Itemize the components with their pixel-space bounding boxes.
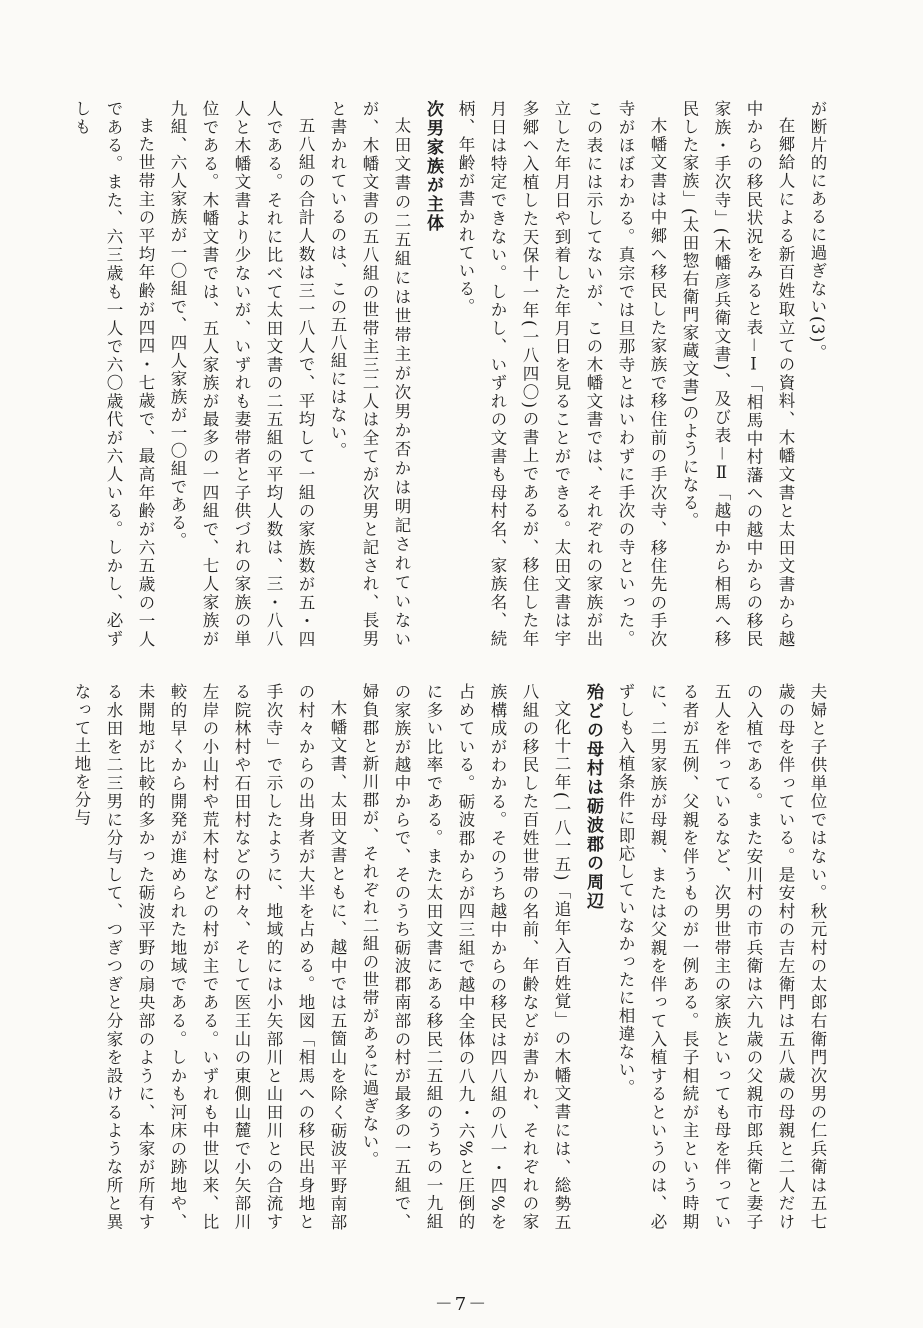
paragraph: 夫婦と子供単位ではない。秋元村の太郎右衛門次男の仁兵衛は五七歳の母を伴っている。是安村の吉左衛門は五八歳の母親と二人だけの入植である。また安川村の市兵衛は六九歳の父親市郎兵衛と妻子五人を伴っているなど、次男世帯主の家族といっても母を伴っている者が五例、父親を伴うものが一例ある。長子相続が主という時期に、二男家族が母親、または父親を伴って入植するというのは、必ずしも入植条件に即応していなかったに相違ない。: [616, 683, 827, 1231]
section-heading: 次男家族が主体: [423, 100, 443, 233]
paragraph: 木幡文書、太田文書ともに、越中では五箇山を除く砺波平野南部の村々からの出身者が大半を占める。地図「相馬への移民出身地と手次寺」で示したように、地域的には小矢部川と山田川との合流する院林村や石田村などの村々、そして医王山の東側山麓で小矢部川左岸の小山村や荒木村などの村が主である。いずれも中世以来、比較的早くから開発が進められた地域である。しかも河床の跡地や、未開地が比較的多かった砺波平野の扇央部のように、本家が所有する水田を二三男に分与して、つぎつぎと分家を設けるような所と異なって土地を分与: [72, 683, 347, 1232]
paragraph: が断片的にあるに過ぎない(3)。: [808, 100, 827, 362]
paragraph: 在郷給人による新百姓取立ての資料、木幡文書と太田文書から越中からの移民状況をみると表－Ⅰ「相馬中村藩への越中からの移民家族・手次寺」(木幡彦兵衛文書)、及び表－Ⅱ「越中から相馬へ移民した家族」(太田惣右衛門家蔵文書)のようになる。: [680, 100, 795, 648]
lower-text-block: [72, 683, 833, 1232]
paragraph: また世帯主の平均年齢が四四・七歳で、最高年齢が六五歳の一人である。また、六三歳も一人で六〇歳代が六人いる。しかし、必ずしも: [72, 100, 155, 648]
section-heading: 殆どの母村は砺波郡の周辺: [583, 683, 603, 911]
upper-text-block: [72, 100, 833, 648]
page-number: －7－: [434, 1294, 489, 1315]
paragraph: 木幡文書は中郷へ移民した家族で移住前の手次寺、移住先の手次寺がほぼわかる。真宗では旦那寺とはいわずに手次の寺といった。この表には示してないが、この木幡文書では、それぞれの家族が出立した年月日や到着した年月日を見ることができる。太田文書は宇多郷へ入植した天保十一年(一八四〇)の書上であるが、移住した年月日は特定できない。しかし、いずれの文書も母村名、家族名、続柄、年齢が書かれている。: [456, 100, 667, 648]
paragraph: 文化十二年(一八一五)「追年入百姓覚」の木幡文書には、総勢五八組の移民した百姓世帯の名前、年齢などが書かれ、それぞれの家族構成がわかる。そのうち越中からの移民は四八組の八一・四%を占めている。砺波郡からが四三組で越中全体の八九・六%と圧倒的に多い比率である。また太田文書にある移民二五組のうちの一九組の家族が越中からで、そのうち砺波郡南部の村が最多の一五組で、婦負郡と新川郡が、それぞれ二組の世帯があるに過ぎない。: [360, 683, 571, 1231]
paragraph: 太田文書の二五組には世帯主が次男か否かは明記されていないが、木幡文書の五八組の世帯主三二人は全てが次男と記され、長男と書かれているのは、この五八組にはない。: [328, 100, 411, 648]
paragraph: 五八組の合計人数は三一八人で、平均して一組の家族数が五・四人である。それに比べて太田文書の二五組の平均人数は、三・八八人と木幡文書より少ないが、いずれも妻帯者と子供づれの家族の単位である。木幡文書では、五人家族が最多の一四組で、七人家族が九組、六人家族が一〇組で、四人家族が一〇組である。: [168, 100, 315, 648]
